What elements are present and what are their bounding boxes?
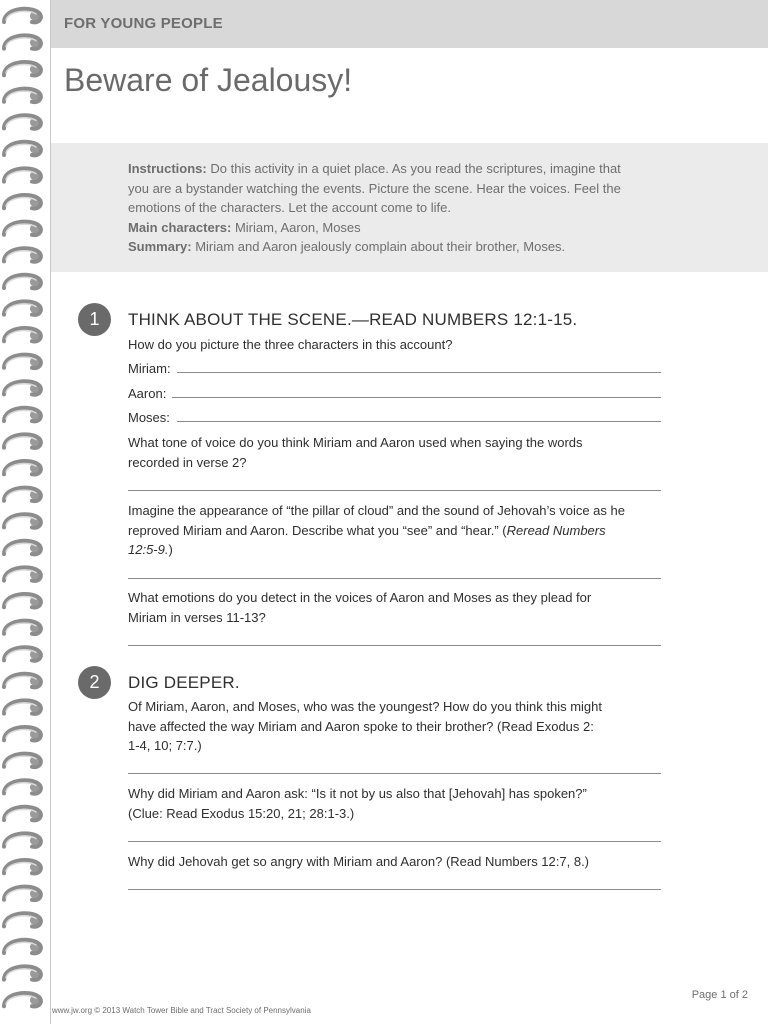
binding-coil xyxy=(4,488,42,502)
binding-coil xyxy=(4,594,42,608)
binding-coil xyxy=(4,408,42,422)
question-3-close: ) xyxy=(168,542,173,558)
section-1-question-1: How do you picture the three characters in this account? xyxy=(128,337,453,352)
section-1-number: 1 xyxy=(78,303,111,336)
binding-coil xyxy=(4,514,42,528)
binding-coil xyxy=(4,674,42,688)
question-2-line-1: What tone of voice do you think Miriam and Aaron used when saying the words xyxy=(128,435,583,450)
binding-coil xyxy=(4,115,42,129)
question-4-line-2: Miriam in verses 11-13? xyxy=(128,609,266,625)
binding-coil xyxy=(4,833,42,847)
binding-coil xyxy=(4,168,42,182)
binding-coil xyxy=(4,301,42,315)
section-2-number: 2 xyxy=(78,666,111,699)
deeper-question-2-line-2: (Clue: Read Exodus 15:20, 21; 28:1-3.) xyxy=(128,805,355,821)
deeper-question-1-line-1: Of Miriam, Aaron, and Moses, who was the youngest? How do you think this might xyxy=(128,699,603,714)
instructions-body-1: Do this activity in a quiet place. As you read the scriptures, imagine that xyxy=(210,161,621,176)
miriam-answer-line[interactable] xyxy=(177,372,661,373)
binding-coil xyxy=(4,621,42,635)
binding-coil xyxy=(4,328,42,342)
question-3-answer-line[interactable] xyxy=(128,578,661,579)
question-3-reference-a: Reread Numbers xyxy=(506,522,606,538)
binding-coil xyxy=(4,62,42,76)
copyright-footer: www.jw.org © 2013 Watch Tower Bible and Tract Society of Pennsylvania xyxy=(52,1006,311,1015)
main-characters-label: Main characters: xyxy=(128,219,232,235)
binding-coil xyxy=(4,275,42,289)
miriam-label: Miriam: xyxy=(128,361,171,376)
series-label: FOR YOUNG PEOPLE xyxy=(64,15,223,32)
question-4-answer-line[interactable] xyxy=(128,645,661,646)
binding-coil xyxy=(4,195,42,209)
deeper-question-1-line-2: have affected the way Miriam and Aaron spoke to their brother? (Read Exodus 2: xyxy=(128,718,594,734)
question-2-line-2: recorded in verse 2? xyxy=(128,454,247,470)
section-1-question-3 xyxy=(128,501,663,560)
section-2-question-3: Why did Jehovah get so angry with Miriam and Aaron? (Read Numbers 12:7, 8.) xyxy=(128,854,590,869)
summary-line xyxy=(128,237,663,257)
question-3-line-1: Imagine the appearance of “the pillar of cloud” and the sound of Jehovah’s voice as he xyxy=(128,503,625,518)
section-2-question-2 xyxy=(128,784,663,823)
binding-coil xyxy=(4,355,42,369)
binding-coil xyxy=(4,89,42,103)
summary-label: Summary: xyxy=(128,239,192,255)
binding-coil xyxy=(4,940,42,954)
moses-label: Moses: xyxy=(128,410,170,425)
binding-coil xyxy=(4,966,42,980)
binding-coil xyxy=(4,700,42,714)
question-3-line-2 xyxy=(128,521,663,541)
deeper-question-2-answer-line[interactable] xyxy=(128,841,661,842)
binding-coil xyxy=(4,9,42,23)
summary-text: Miriam and Aaron jealously complain about their brother, Moses. xyxy=(195,239,566,255)
binding-coil xyxy=(4,248,42,262)
binding-coil xyxy=(4,913,42,927)
instructions-text xyxy=(128,159,663,257)
moses-answer-line[interactable] xyxy=(177,421,661,422)
question-3-line-3 xyxy=(128,540,663,560)
binding-coil xyxy=(4,461,42,475)
binding-coil xyxy=(4,887,42,901)
binding-coil xyxy=(4,142,42,156)
deeper-question-2-line-1: Why did Miriam and Aaron ask: “Is it not by us also that [Jehovah] has spoken?” xyxy=(128,786,587,801)
spiral-binding-icon xyxy=(0,0,50,1024)
binding-coil xyxy=(4,434,42,448)
binding-coil xyxy=(4,754,42,768)
main-characters-line xyxy=(128,218,663,238)
binding-coil xyxy=(4,647,42,661)
deeper-question-1-line-3: 1-4, 10; 7:7.) xyxy=(128,738,202,754)
section-2-heading: DIG DEEPER. xyxy=(128,673,240,692)
binding-coil xyxy=(4,541,42,555)
deeper-question-1-answer-line[interactable] xyxy=(128,773,661,774)
binding-coil xyxy=(4,35,42,49)
instructions-line-2: you are a bystander watching the events. Picture the scene. Hear the voices. Feel the xyxy=(128,180,621,196)
binding-coil xyxy=(4,807,42,821)
instructions-line-1 xyxy=(128,159,663,179)
section-1-question-2 xyxy=(128,433,663,472)
aaron-answer-line[interactable] xyxy=(172,397,661,398)
question-3-reference-b: 12:5-9. xyxy=(128,542,169,558)
instructions-label: Instructions: xyxy=(128,161,207,176)
binding-coil xyxy=(4,780,42,794)
aaron-label: Aaron: xyxy=(128,386,167,401)
section-1-question-4 xyxy=(128,588,663,627)
binding-coil xyxy=(4,860,42,874)
binding-coil xyxy=(4,727,42,741)
binding-coil xyxy=(4,222,42,236)
question-4-line-1: What emotions do you detect in the voices of Aaron and Moses as they plead for xyxy=(128,590,592,605)
binding-coil xyxy=(4,567,42,581)
question-2-answer-line[interactable] xyxy=(128,490,661,491)
section-2-question-1 xyxy=(128,697,663,756)
deeper-question-3-answer-line[interactable] xyxy=(128,889,661,890)
binding-coil xyxy=(4,993,42,1007)
section-1-heading: THINK ABOUT THE SCENE.—READ NUMBERS 12:1-15. xyxy=(128,310,578,329)
instructions-line-3: emotions of the characters. Let the account come to life. xyxy=(128,200,452,216)
question-3-text: reproved Miriam and Aaron. Describe what you “see” and “hear.” ( xyxy=(128,522,507,538)
main-characters-text: Miriam, Aaron, Moses xyxy=(234,219,361,235)
page-number: Page 1 of 2 xyxy=(691,989,748,1001)
binding-coil xyxy=(4,381,42,395)
page-title: Beware of Jealousy! xyxy=(64,62,353,98)
